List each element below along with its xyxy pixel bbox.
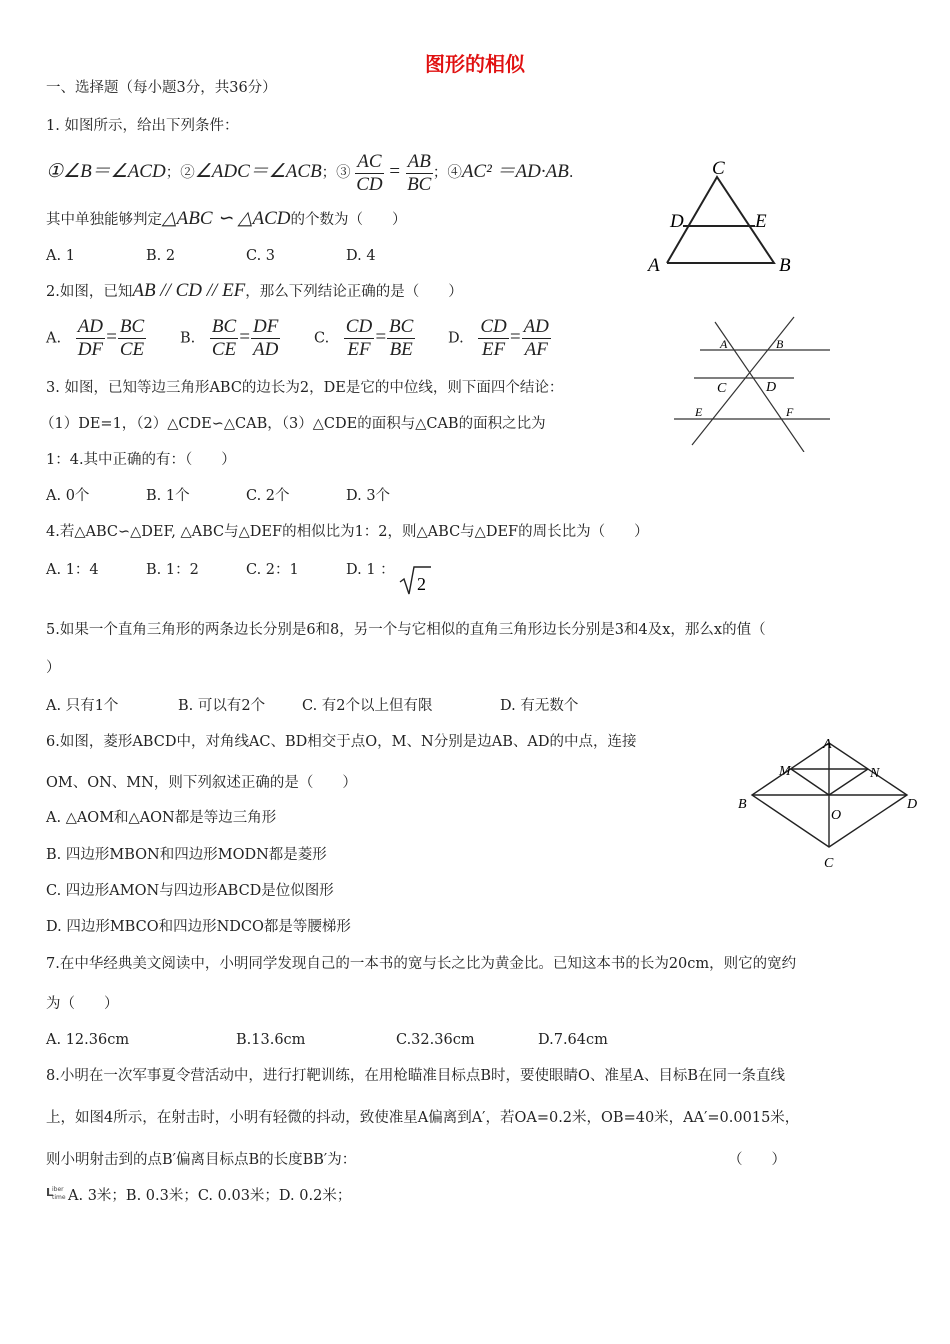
section-heading: 一、选择题（每小题3分，共36分） — [46, 80, 277, 96]
q1-cond2: ∠ADC＝∠ACB — [194, 161, 322, 182]
q1-similarity: △ABC ∽ △ACD — [162, 208, 291, 229]
label-N: N — [870, 766, 880, 781]
q4-option-d[interactable]: D. 1 ： 2 — [346, 560, 395, 580]
q1-frac2: $\frac{AB}{BC}$ — [407, 150, 432, 195]
q8-line2: 上，如图4所示，在射击时，小明有轻微的抖动，致使准星A偏离到A′，若OA=0.2米，OB=40米，AA′=0.0015米， — [46, 1110, 800, 1126]
q1-option-c[interactable]: C. 3 — [246, 248, 276, 264]
q5-line2: ） — [46, 660, 61, 676]
svg-text:2: 2 — [417, 574, 426, 594]
label-B: B — [779, 255, 791, 276]
q4-stem: 4.若△ABC∽△DEF, △ABC与△DEF的相似比为1：2，则△ABC与△DEF的周长比为（ ） — [46, 524, 649, 540]
q3-line3: 1：4.其中正确的有：（ ） — [46, 452, 236, 468]
q7-option-d[interactable]: D.7.64cm — [538, 1032, 608, 1048]
q5-option-c[interactable]: C. 有2个以上但有限 — [302, 698, 433, 714]
q8-line3: 则小明射击到的点B′偏离目标点B的长度BB′为： — [46, 1152, 357, 1168]
q2-option-b[interactable]: B. $\frac{BC}{CE}$ = $\frac{DF}{AD}$ — [180, 316, 279, 360]
q6-option-c[interactable]: C. 四边形AMON与四边形ABCD是位似图形 — [46, 883, 334, 899]
label-E: E — [755, 211, 767, 232]
q7-option-a[interactable]: A. 12.36cm — [46, 1032, 130, 1048]
q1-triangle-figure — [640, 155, 810, 280]
q3-option-c[interactable]: C. 2个 — [246, 488, 290, 504]
q1-dot: . — [568, 165, 574, 181]
q2-option-d[interactable]: D. $\frac{CD}{EF}$ = $\frac{AD}{AF}$ — [448, 316, 549, 360]
q3-option-a[interactable]: A. 0个 — [46, 488, 90, 504]
q1-option-d[interactable]: D. 4 — [346, 248, 376, 264]
q7-option-b[interactable]: B.13.6cm — [236, 1032, 306, 1048]
q8-options[interactable]: A. 3米；B. 0.3米；C. 0.03米；D. 0.2米； — [68, 1188, 352, 1204]
q3-option-b[interactable]: B. 1个 — [146, 488, 190, 504]
q1-equals: = — [388, 161, 401, 182]
q2-stem: 2.如图，已知AB // CD // EF，那么下列结论正确的是（ ） — [46, 280, 463, 301]
q1-sep3: ；④ — [432, 165, 462, 181]
q8-answer-paren: （ ） — [728, 1152, 786, 1168]
q5-option-b[interactable]: B. 可以有2个 — [178, 698, 266, 714]
label-C: C — [824, 856, 834, 871]
q1-cond4: AC² ＝AD·AB — [461, 161, 569, 182]
page-title: 图形的相似 — [425, 52, 525, 76]
q7-line2: 为（ ） — [46, 996, 119, 1012]
label-C: C — [717, 381, 727, 396]
q2-option-c[interactable]: C. $\frac{CD}{EF}$ = $\frac{BC}{BE}$ — [314, 316, 414, 360]
q1-sep2: ；③ — [321, 165, 351, 181]
q5-line1: 5.如果一个直角三角形的两条边长分别是6和8，另一个与它相似的直角三角形边长分别是3和4及x，那么x的值（ — [46, 622, 766, 638]
q1-cond1: ①∠B＝∠ACD — [46, 161, 166, 182]
label-O: O — [831, 808, 842, 823]
q6-option-d[interactable]: D. 四边形MBCO和四边形NDCO都是等腰梯形 — [46, 919, 351, 935]
label-A: A — [648, 255, 660, 276]
q3-line1: 3. 如图，已知等边三角形ABC的边长为2，DE是它的中位线，则下面四个结论： — [46, 380, 564, 396]
q6-option-a[interactable]: A. △AOM和△AON都是等边三角形 — [46, 810, 277, 826]
q2-condition: AB // CD // EF — [132, 280, 246, 301]
q4-option-b[interactable]: B. 1：2 — [146, 562, 199, 578]
q7-option-c[interactable]: C.32.36cm — [396, 1032, 475, 1048]
label-D: D — [907, 797, 918, 812]
label-D: D — [766, 380, 777, 395]
q5-option-d[interactable]: D. 有无数个 — [500, 698, 579, 714]
sqrt-2 — [398, 564, 432, 596]
label-A: A — [823, 737, 832, 752]
label-B: B — [776, 337, 784, 351]
q8-line1: 8.小明在一次军事夏令营活动中，进行打靶训练，在用枪瞄准目标点B时，要使眼睛O、准星A、目标B在同一条直线 — [46, 1068, 786, 1084]
q6-line1: 6.如图，菱形ABCD中，对角线AC、BD相交于点O，M、N分别是边AB、AD的中点，连接 — [46, 734, 637, 750]
label-C: C — [712, 158, 725, 179]
q1-stem2: 其中单独能够判定△ABC ∽ △ACD的个数为（ ） — [46, 208, 407, 229]
q1-stem: 1. 如图所示，给出下列条件： — [46, 118, 239, 134]
label-E: E — [695, 405, 703, 419]
q4-options — [46, 560, 466, 594]
q2-option-a[interactable]: A. $\frac{AD}{DF}$ = $\frac{BC}{CE}$ — [46, 316, 145, 360]
label-A: A — [720, 337, 728, 351]
q3-line2: （1）DE=1，（2）△CDE∽△CAB，（3）△CDE的面积与△CAB的面积之比为 — [40, 416, 546, 432]
q4-option-c[interactable]: C. 2：1 — [246, 562, 299, 578]
label-B: B — [738, 797, 747, 812]
q1-option-a[interactable]: A. 1 — [46, 248, 75, 264]
q6-option-b[interactable]: B. 四边形MBON和四边形MODN都是菱形 — [46, 847, 327, 863]
q1-sep1: ；② — [165, 165, 195, 181]
label-M: M — [779, 764, 791, 779]
label-D: D — [670, 211, 684, 232]
q8-mark: L iber time — [46, 1186, 66, 1201]
q4-option-a[interactable]: A. 1：4 — [46, 562, 99, 578]
q2-parallel-lines-figure — [670, 312, 830, 452]
label-F: F — [786, 405, 794, 419]
q1-frac1: $\frac{AC}{CD}$ — [356, 150, 383, 195]
q6-rhombus-figure — [730, 735, 930, 875]
q2-options — [46, 316, 606, 366]
q1-conditions — [46, 148, 573, 196]
q5-option-a[interactable]: A. 只有1个 — [46, 698, 119, 714]
q7-line1: 7.在中华经典美文阅读中，小明同学发现自己的一本书的宽与长之比为黄金比。已知这本书的长为20cm，则它的宽约 — [46, 956, 797, 972]
q1-option-b[interactable]: B. 2 — [146, 248, 176, 264]
q3-option-d[interactable]: D. 3个 — [346, 488, 391, 504]
q6-line2: OM、ON、MN，则下列叙述正确的是（ ） — [46, 775, 357, 791]
